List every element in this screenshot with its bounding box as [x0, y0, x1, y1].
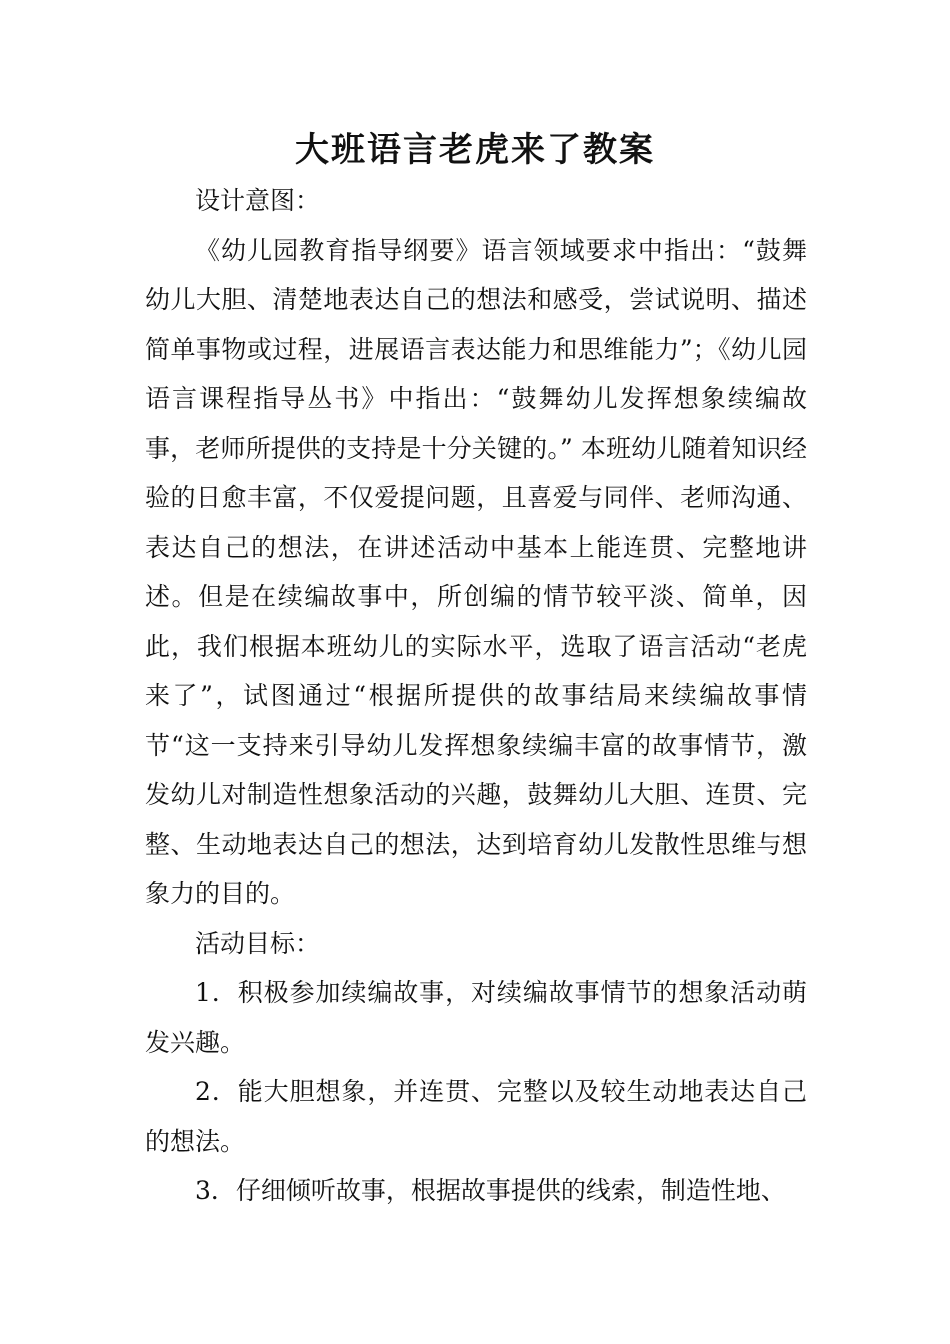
objective-item-1: 1．积极参加续编故事，对续编故事情节的想象活动萌发兴趣。 — [145, 978, 807, 1057]
section-heading-objectives: 活动目标： — [195, 928, 321, 958]
objective-item-2: 2．能大胆想象，并连贯、完整以及较生动地表达自己的想法。 — [145, 1077, 807, 1156]
objective-item-3: 3．仔细倾听故事，根据故事提供的线索，制造性地、 — [195, 1176, 786, 1205]
section-heading-design-intent: 设计意图： — [195, 186, 321, 215]
document-title: 大班语言老虎来了教案 — [295, 130, 655, 170]
document-body — [145, 176, 807, 1216]
paragraph-design-intent: 《幼儿园教育指导纲要》语言领域要求中指出：“鼓舞幼儿大胆、清楚地表达自己的想法和感受，尝试说明、描述简单事物或过程，进展语言表达能力和思维能力”；《幼儿园语言课程指导丛书》中指出：“鼓舞幼儿发挥想象续编故事，老师所提供的支持是十分关键的。” 本班幼儿随着知识经验的日愈丰富，不仅爱提问题，且喜爱与同伴、老师沟通、表达自己的想法，在讲述活动中基本上能连贯、完整地讲述。但是在续编故事中，所创编的情节较平淡、简单，因此，我们根据本班幼儿的实际水平，选取了语言活动“老虎来了”，试图通过“根据所提供的故事结局来续编故事情节“这一支持来引导幼儿发挥想象续编丰富的故事情节，激发幼儿对制造性想象活动的兴趣，鼓舞幼儿大胆、连贯、完整、生动地表达自己的想法，达到培育幼儿发散性思维与想象力的目的。 — [145, 235, 807, 908]
